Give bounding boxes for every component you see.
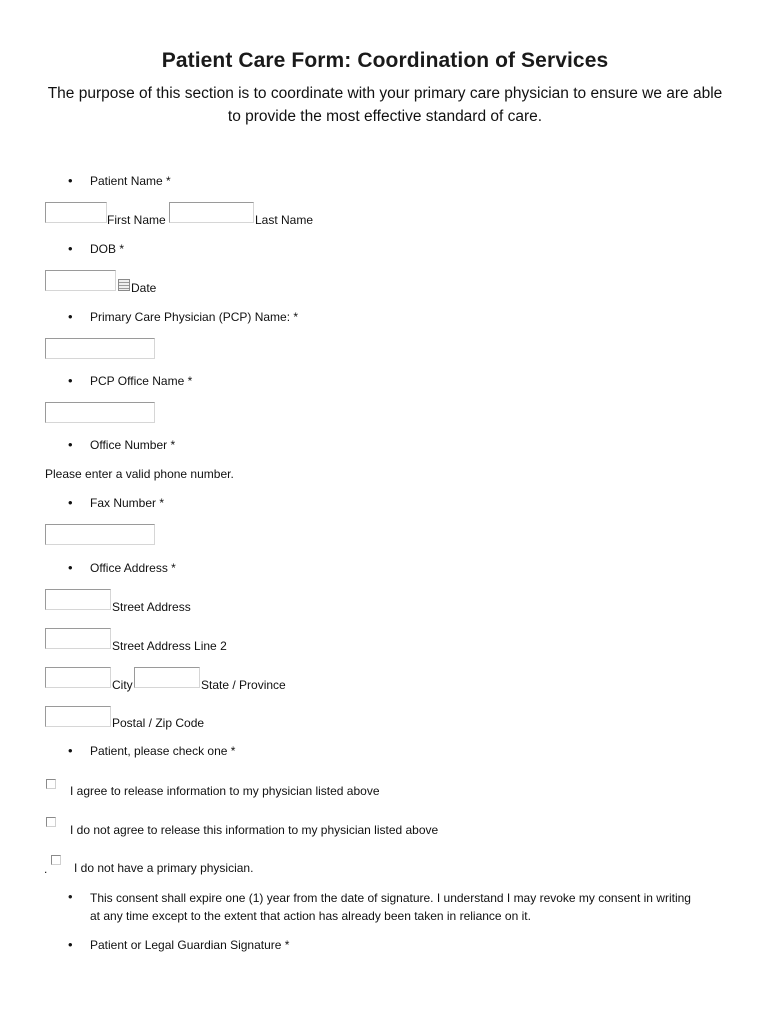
street-address-input[interactable] [45,589,111,610]
consent-text: This consent shall expire one (1) year from the date of signature. I understand I may revoke my consent in writing at any time except to the extent that action has already been taken in reliance on it. [90,891,691,923]
release-disagree-checkbox[interactable] [46,817,56,827]
bullet-icon: • [68,560,73,575]
release-heading: • Patient, please check one * [68,743,236,758]
no-physician-checkbox[interactable] [51,855,61,865]
release-disagree-label: I do not agree to release this information to my physician listed above [70,823,439,837]
dob-input[interactable] [45,270,116,291]
street-address-label: Street Address [112,600,191,614]
city-input[interactable] [45,667,111,688]
calendar-icon[interactable] [118,279,130,291]
street-address-2-label: Street Address Line 2 [112,639,227,653]
pcp-name-heading: • Primary Care Physician (PCP) Name: * [68,309,299,324]
bullet-icon: • [68,241,73,256]
consent-paragraph [68,889,700,925]
last-name-input[interactable] [169,202,254,223]
postal-code-input[interactable] [45,706,111,727]
last-name-label: Last Name [255,213,314,227]
city-label: City [112,678,133,692]
bullet-icon: • [68,173,73,188]
bullet-icon: • [68,495,73,510]
patient-name-heading: • Patient Name * [68,173,171,188]
pcp-name-input[interactable] [45,338,155,359]
no-physician-label: I do not have a primary physician. [74,861,254,875]
office-address-heading: • Office Address * [68,560,176,575]
bullet-icon: • [68,373,73,388]
bullet-icon: • [68,937,73,952]
fax-number-input[interactable] [45,524,155,545]
release-agree-checkbox[interactable] [46,779,56,789]
signature-heading: • Patient or Legal Guardian Signature * [68,937,290,952]
first-name-input[interactable] [45,202,107,223]
phone-help-text: Please enter a valid phone number. [45,467,234,481]
postal-code-label: Postal / Zip Code [112,716,205,730]
street-address-2-input[interactable] [45,628,111,649]
pcp-office-input[interactable] [45,402,155,423]
dob-heading: • DOB * [68,241,125,256]
pcp-office-heading: • PCP Office Name * [68,373,193,388]
bullet-icon: • [68,889,73,904]
office-number-heading: • Office Number * [68,437,176,452]
stray-mark: . [44,862,48,876]
bullet-icon: • [68,309,73,324]
form-title: Patient Care Form: Coordination of Services [161,49,609,72]
fax-number-heading: • Fax Number * [68,495,165,510]
date-label: Date [131,281,157,295]
release-agree-label: I agree to release information to my physician listed above [70,784,380,798]
state-label: State / Province [201,678,286,692]
bullet-icon: • [68,437,73,452]
first-name-label: First Name [107,213,166,227]
bullet-icon: • [68,743,73,758]
state-input[interactable] [134,667,200,688]
form-intro: The purpose of this section is to coordinate with your primary care physician to ensure we are able to provide the most effective standard of care. [47,85,723,125]
